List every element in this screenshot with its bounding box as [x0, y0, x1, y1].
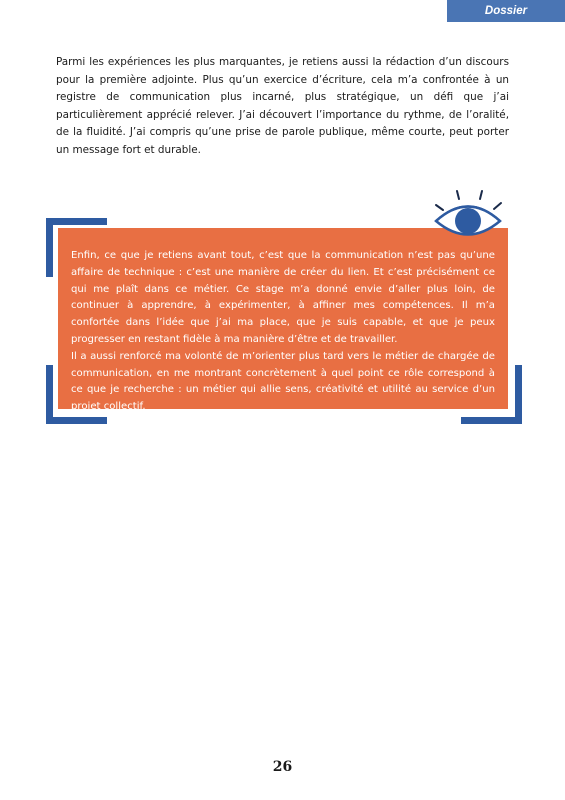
page-number: 26	[272, 759, 293, 775]
eye-icon	[426, 186, 510, 246]
section-tab-label: Dossier	[484, 5, 528, 17]
section-tab	[447, 0, 565, 22]
intro-paragraph: Parmi les expériences les plus marquantes, je retiens aussi la rédaction d’un discours pour la première adjointe. Plus qu’un exercice d’écriture, cela m’a confrontée à un registre de communication plus incarné, plus stratégique, un défi que j’ai particulièrement apprécié relever. J’ai découvert l’importance du rythme, de l’oralité, de la fluidité. J’ai compris qu’une prise de parole publique, même courte, peut porter un message fort et durable.	[56, 56, 509, 156]
highlight-paragraph-2: Il a aussi renforcé ma volonté de m’orienter plus tard vers le métier de chargée de communication, en me montrant concrètement à quel point ce rôle correspond à ce que je recherche : un métier qui allie sens, créativité et utilité au service d’un projet collectif.	[71, 350, 495, 413]
highlight-paragraph-1: Enfin, ce que je retiens avant tout, c’est que la communication n’est pas qu’une affaire de technique : c’est une manière de créer du lien. Et c’est précisément ce qui me plaît dans ce métier. Ce stage m’a donné envie d’aller plus loin, de continuer à apprendre, à expérimenter, à affiner mes compétences. Il m’a confortée dans l’idée que j’ai ma place, que je suis capable, et que je peux progresser en restant fidèle à ma manière d’être et de travailler.	[71, 250, 495, 345]
highlight-box	[58, 228, 508, 413]
